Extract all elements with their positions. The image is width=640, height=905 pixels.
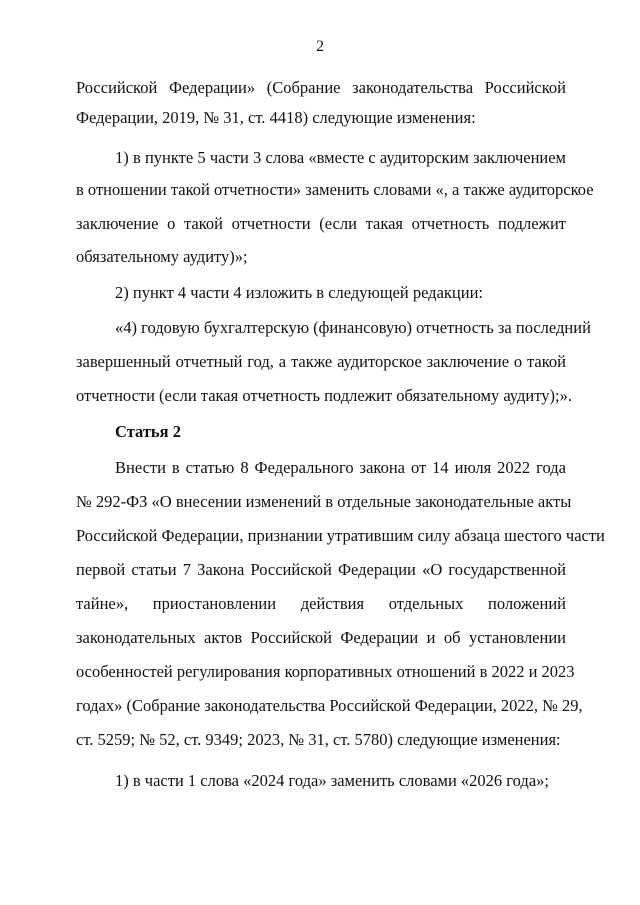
text-line: Федерации, 2019, № 31, ст. 4418) следующие изменения: <box>76 108 476 127</box>
text-line: 1) в пункте 5 части 3 слова «вместе с аудиторским заключением <box>115 148 566 167</box>
text-line: № 292-ФЗ «О внесении изменений в отдельные законодательные акты <box>76 492 572 511</box>
text-line: в отношении такой отчетности» заменить словами «, а также аудиторское <box>76 180 594 199</box>
text-line: 2) пункт 4 части 4 изложить в следующей редакции: <box>115 283 483 302</box>
text-line: ст. 5259; № 52, ст. 9349; 2023, № 31, ст. 5780) следующие изменения: <box>76 730 561 749</box>
text-line: первой статьи 7 Закона Российской Федерации «О государственной <box>76 560 566 579</box>
text-line: Внести в статью 8 Федерального закона от 14 июля 2022 года <box>115 458 566 477</box>
text-line: Российской Федерации» (Собрание законодательства Российской <box>76 78 566 97</box>
text-line: завершенный отчетный год, а также аудиторское заключение о такой <box>76 352 566 371</box>
text-line: заключение о такой отчетности (если такая отчетность подлежит <box>76 214 566 233</box>
text-line: отчетности (если такая отчетность подлежит обязательному аудиту);». <box>76 386 572 405</box>
text-line: законодательных актов Российской Федерации и об установлении <box>76 628 566 647</box>
text-line: особенностей регулирования корпоративных отношений в 2022 и 2023 <box>76 662 575 681</box>
text-line: 1) в части 1 слова «2024 года» заменить словами «2026 года»; <box>115 771 549 790</box>
text-line: «4) годовую бухгалтерскую (финансовую) отчетность за последний <box>115 318 591 337</box>
text-line: обязательному аудиту)»; <box>76 247 248 266</box>
article-heading: Статья 2 <box>115 422 181 441</box>
page-number: 2 <box>316 38 324 55</box>
text-line: годах» (Собрание законодательства Российской Федерации, 2022, № 29, <box>76 696 583 715</box>
text-line: Российской Федерации, признании утратившим силу абзаца шестого части <box>76 526 605 545</box>
text-line: тайне», приостановлении действия отдельных положений <box>76 594 566 613</box>
